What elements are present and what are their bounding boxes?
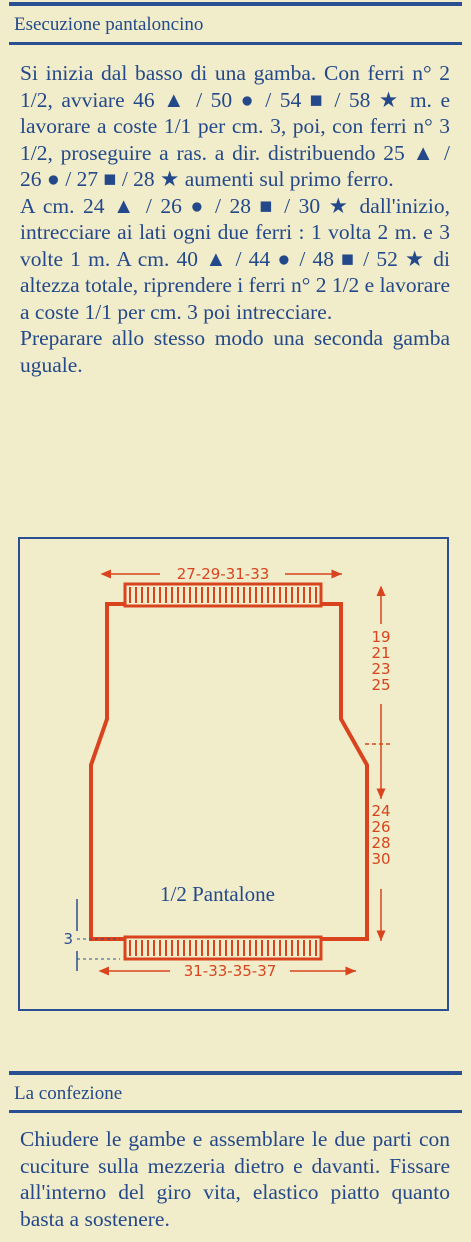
top-width-label: 27-29-31-33 [176,565,270,583]
section1-title: Esecuzione pantaloncino [14,14,204,35]
paragraph: Chiudere le gambe e assemblare le due parti con cuciture sulla mezzeria dietro e davanti. Fissare all'interno del giro vita, elastico piatto quanto basta a sostenere. [20,1127,450,1231]
pattern-diagram [18,537,449,1011]
bottom-width-label: 31-33-35-37 [183,962,277,980]
lower-height-labels [371,802,390,868]
section1-body [20,60,450,378]
height-label: 21 [371,644,391,662]
section2-body [20,1126,450,1232]
upper-height-labels [371,628,390,694]
height-label: 26 [371,818,391,836]
section1-bottom-rule [9,42,462,45]
height-label: 23 [371,660,391,678]
rib-height-label: 3 [63,930,73,948]
height-label: 25 [371,676,391,694]
paragraph: A cm. 24 ▲ / 26 ● / 28 ■ / 30 ★ dall'inizio, intrecciare ai lati ogni due ferri : 1 volta 2 m. e 3 volte 1 m. A cm. 40 ▲ / 44 ● / 48 ■ / 52 ★ di altezza totale, riprendere i ferri n° 2 1/2 e lavorare a coste 1/1 per cm. 3 poi intrecciare. [20,193,450,324]
height-label: 19 [371,628,391,646]
section2-bottom-rule [9,1110,462,1113]
paragraph: Preparare allo stesso modo una seconda gamba uguale. [20,326,450,377]
piece-label: 1/2 Pantalone [160,882,275,906]
section2-top-rule [9,1071,462,1075]
height-label: 30 [371,850,391,868]
section1-top-rule [9,2,462,6]
height-label: 24 [371,802,391,820]
pattern-schematic [20,539,447,1009]
height-label: 28 [371,834,391,852]
paragraph: Si inizia dal basso di una gamba. Con ferri n° 2 1/2, avviare 46 ▲ / 50 ● / 54 ■ / 58 ★ m. e lavorare a coste 1/1 per cm. 3, poi, con ferri n° 3 1/2, proseguire a ras. a dir. distribuendo 25 ▲ / 26 ● / 27 ■ / 28 ★ aumenti sul primo ferro. [20,61,450,191]
section2-title: La confezione [14,1083,123,1104]
